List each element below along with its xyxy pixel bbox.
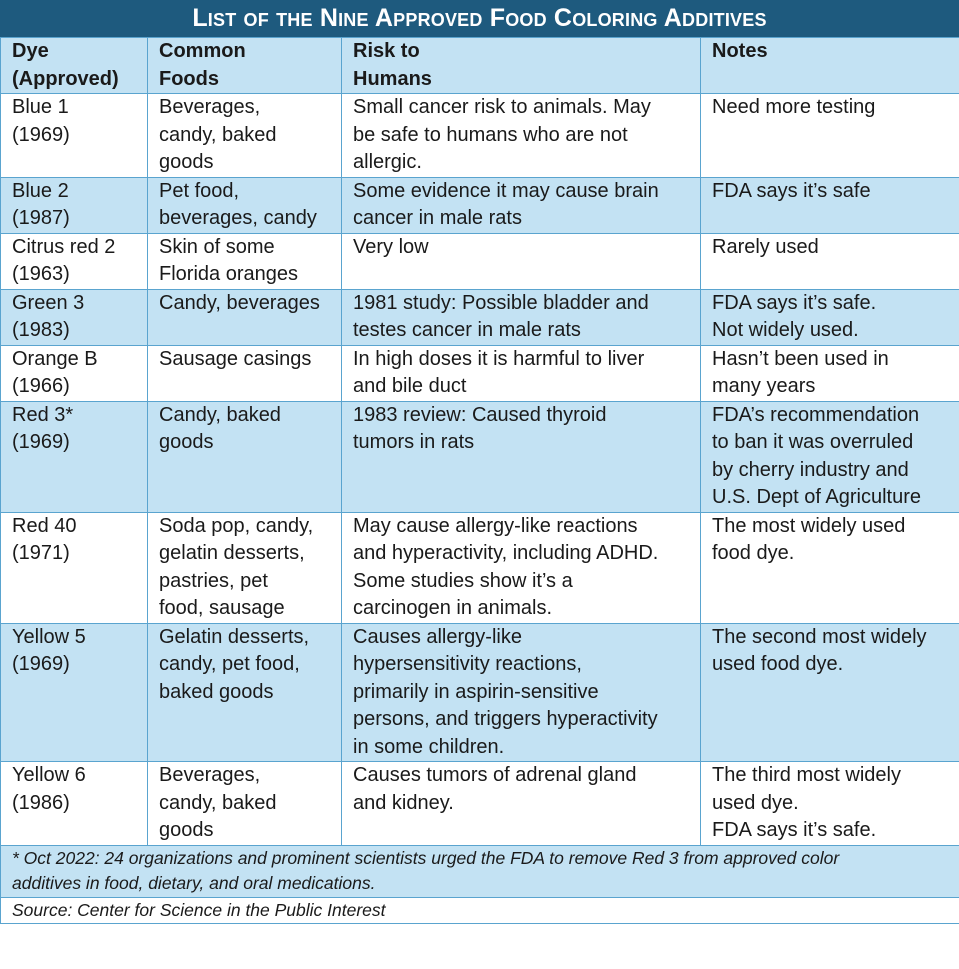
foods-cell: Candy, baked goods <box>148 401 342 512</box>
header-dye: Dye (Approved) <box>1 38 148 94</box>
table-row <box>1 177 959 233</box>
notes-cell: FDA says it’s safe. Not widely used. <box>701 289 959 345</box>
table-row <box>1 762 959 846</box>
header-notes: Notes <box>701 38 959 94</box>
risk-cell: May cause allergy-like reactions and hyperactivity, including ADHD. Some studies show it’s a carcinogen in animals. <box>342 512 701 623</box>
foods-cell: Beverages, candy, baked goods <box>148 94 342 178</box>
footnote-row <box>1 845 959 897</box>
notes-cell: FDA’s recommendation to ban it was overruled by cherry industry and U.S. Dept of Agriculture <box>701 401 959 512</box>
dye-cell: Citrus red 2 (1963) <box>1 233 148 289</box>
dye-cell: Blue 2 (1987) <box>1 177 148 233</box>
risk-cell: Some evidence it may cause brain cancer in male rats <box>342 177 701 233</box>
foods-cell: Sausage casings <box>148 345 342 401</box>
risk-cell: Causes tumors of adrenal gland and kidney. <box>342 762 701 846</box>
foods-cell: Candy, beverages <box>148 289 342 345</box>
risk-cell: 1981 study: Possible bladder and testes cancer in male rats <box>342 289 701 345</box>
dye-cell: Yellow 6 (1986) <box>1 762 148 846</box>
foods-cell: Soda pop, candy, gelatin desserts, pastries, pet food, sausage <box>148 512 342 623</box>
foods-cell: Skin of some Florida oranges <box>148 233 342 289</box>
source-row <box>1 897 959 923</box>
foods-cell: Beverages, candy, baked goods <box>148 762 342 846</box>
footnote: * Oct 2022: 24 organizations and prominent scientists urged the FDA to remove Red 3 from approved color additives in food, dietary, and oral medications. <box>1 845 959 897</box>
table-row <box>1 512 959 623</box>
table-row <box>1 289 959 345</box>
foods-cell: Gelatin desserts, candy, pet food, baked goods <box>148 623 342 762</box>
source-credit: Source: Center for Science in the Public Interest <box>1 897 959 923</box>
header-common-foods: Common Foods <box>148 38 342 94</box>
table-row <box>1 94 959 178</box>
risk-cell: In high doses it is harmful to liver and bile duct <box>342 345 701 401</box>
notes-cell: The second most widely used food dye. <box>701 623 959 762</box>
dye-table <box>0 37 959 924</box>
table-row <box>1 401 959 512</box>
dye-cell: Green 3 (1983) <box>1 289 148 345</box>
notes-cell: Hasn’t been used in many years <box>701 345 959 401</box>
table-row <box>1 233 959 289</box>
dye-cell: Red 3* (1969) <box>1 401 148 512</box>
page-title: List of the Nine Approved Food Coloring Additives <box>0 0 959 37</box>
header-risk-to-humans: Risk to Humans <box>342 38 701 94</box>
risk-cell: Very low <box>342 233 701 289</box>
dye-cell: Yellow 5 (1969) <box>1 623 148 762</box>
table-row <box>1 345 959 401</box>
notes-cell: FDA says it’s safe <box>701 177 959 233</box>
foods-cell: Pet food, beverages, candy <box>148 177 342 233</box>
dye-cell: Orange B (1966) <box>1 345 148 401</box>
notes-cell: Need more testing <box>701 94 959 178</box>
notes-cell: The most widely used food dye. <box>701 512 959 623</box>
notes-cell: Rarely used <box>701 233 959 289</box>
table-row <box>1 623 959 762</box>
risk-cell: Small cancer risk to animals. May be safe to humans who are not allergic. <box>342 94 701 178</box>
dye-cell: Blue 1 (1969) <box>1 94 148 178</box>
notes-cell: The third most widely used dye. FDA says it’s safe. <box>701 762 959 846</box>
dye-cell: Red 40 (1971) <box>1 512 148 623</box>
risk-cell: Causes allergy-like hypersensitivity reactions, primarily in aspirin-sensitive persons, and triggers hyperactivity in some children. <box>342 623 701 762</box>
risk-cell: 1983 review: Caused thyroid tumors in rats <box>342 401 701 512</box>
